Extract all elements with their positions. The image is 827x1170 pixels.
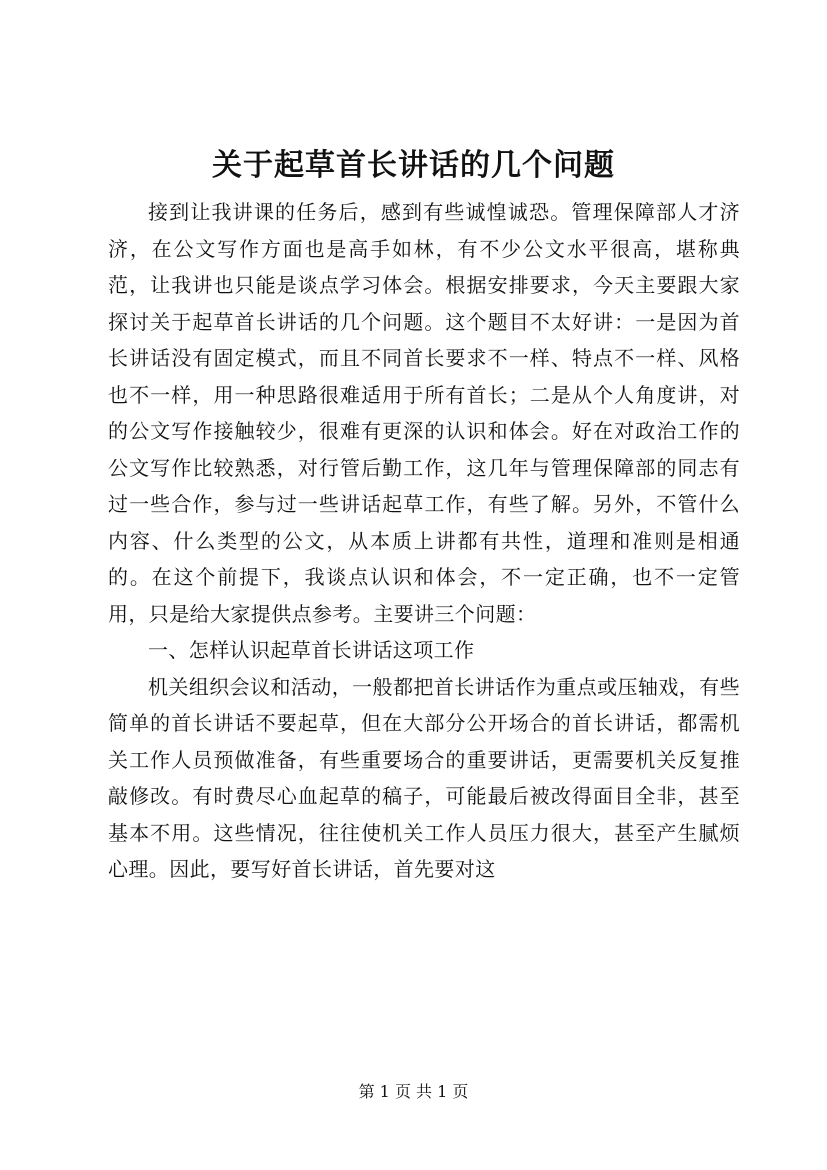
page-footer: 第 1 页 共 1 页 — [358, 1082, 469, 1101]
section-paragraph: 机关组织会议和活动，一般都把首长讲话作为重点或压轴戏，有些简单的首长讲话不要起草，但在大部分公开场合的首长讲话，都需机关工作人员预做准备，有些重要场合的重要讲话，更需要机关反复推敲修改。有时费尽心血起草的稿子，可能最后被改得面目全非，甚至基本不用。这些情况，往往使机关工作人员压力很大，甚至产生腻烦心理。因此，要写好首长讲话，首先要对这 — [108, 674, 740, 881]
document-body — [108, 194, 740, 888]
intro-paragraph: 接到让我讲课的任务后，感到有些诚惶诚恐。管理保障部人才济济，在公文写作方面也是高手如林，有不少公文水平很高，堪称典范，让我讲也只能是谈点学习体会。根据安排要求，今天主要跟大家探讨关于起草首长讲话的几个问题。这个题目不太好讲：一是因为首长讲话没有固定模式，而且不同首长要求不一样、特点不一样、风格也不一样，用一种思路很难适用于所有首长；二是从个人角度讲，对的公文写作接触较少，很难有更深的认识和体会。好在对政治工作的公文写作比较熟悉，对行管后勤工作，这几年与管理保障部的同志有过一些合作，参与过一些讲话起草工作，有些了解。另外，不管什么内容、什么类型的公文，从本质上讲都有共性，道理和准则是相通的。在这个前提下，我谈点认识和体会，不一定正确，也不一定管用，只是给大家提供点参考。主要讲三个问题： — [108, 200, 740, 626]
section-heading: 一、怎样认识起草首长讲话这项工作 — [148, 638, 475, 662]
document-title: 关于起草首长讲话的几个问题 — [212, 148, 615, 183]
